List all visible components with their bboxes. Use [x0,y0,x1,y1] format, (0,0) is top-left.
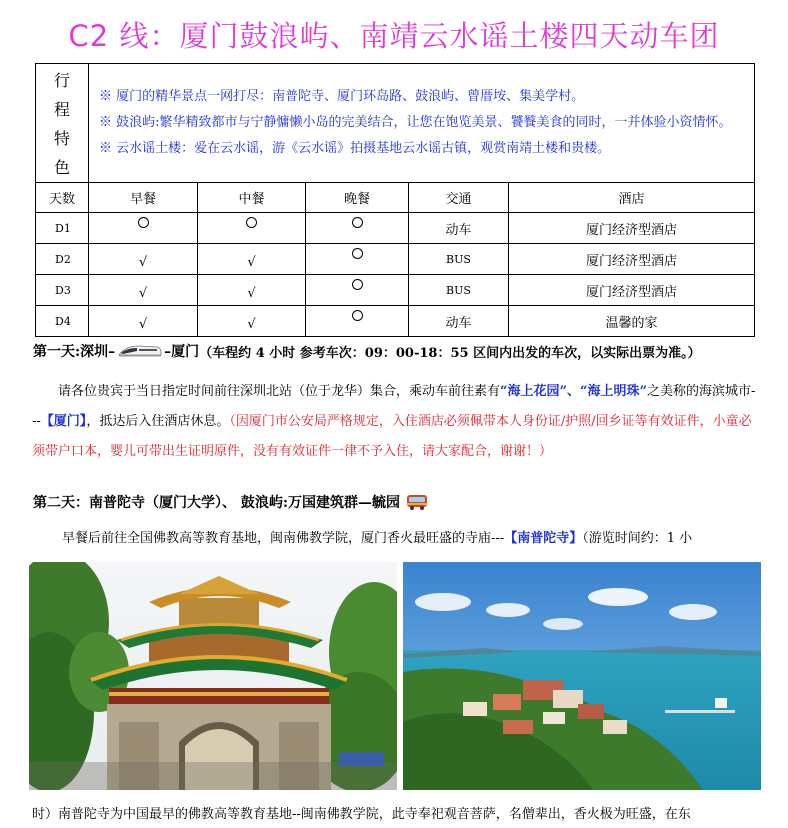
meal-cell [306,275,409,306]
included-mark: √ [138,316,148,332]
transport-cell: 动车 [409,213,509,244]
table-row [36,213,755,244]
features-text [89,64,755,183]
not-included-mark [138,217,149,228]
features-row [36,64,755,183]
included-mark: √ [247,285,256,301]
day2-paragraph: 早餐后前往全国佛教高等教育基地，闽南佛教学院，厦门香火最旺盛的寺庙---【南普陀寺】（游览时间约：1 小 [62,531,693,546]
day2-paragraph-continued: 时）南普陀寺为中国最早的佛教高等教育基地--闽南佛教学院，此寺奉祀观音菩萨，名僧辈出，香火极为旺盛，在东 [32,807,691,822]
table-row [36,275,755,306]
transport-cell: 动车 [409,306,509,337]
transport-cell: BUS [409,244,509,275]
meal-cell [89,306,198,337]
meal-cell [198,244,306,275]
meal-cell [306,306,409,337]
hotel-cell: 厦门经济型酒店 [509,213,755,244]
day1-heading-note: （车程约 4 小时 参考车次：09：00-18：55 区间内出发的车次，以实际出票为准。） [199,345,701,361]
included-mark: √ [138,285,148,301]
page-title: C2 线：厦门鼓浪屿、南靖云水谣土楼四天动车团 [68,19,720,53]
transport-cell: BUS [409,275,509,306]
hotel-cell: 厦门经济型酒店 [509,244,755,275]
header-hotel: 酒店 [509,183,755,213]
bus-icon [406,493,428,511]
day-cell: D4 [36,306,89,337]
day2-heading: 第二天：南普陀寺（厦门大学）、 鼓浪屿:万国建筑群—毓园 [33,492,428,512]
included-mark: √ [138,254,148,270]
feature-line: ※ 鼓浪屿:繁华精致都市与宁静慵懒小岛的完美结合，让您在饱览美景、饕餮美食的同时，一并体验小资情怀。 [99,115,732,130]
not-included-mark [352,217,363,228]
not-included-mark [246,217,257,228]
table-row [36,244,755,275]
meal-cell [89,213,198,244]
itinerary-table [35,63,755,337]
day-cell: D3 [36,275,89,306]
day1-heading [33,341,701,361]
gulangyu-island-photo [403,562,761,790]
not-included-mark [352,248,363,259]
table-row [36,306,755,337]
day1-paragraph: 请各位贵宾于当日指定时间前往深圳北站（位于龙华）集合，乘动车前往素有“海上花园”、“海上明珠”之美称的海滨城市---【厦门】，抵达后入住酒店休息。（因厦门市公安局严格规定，入住酒店必须佩带本人身份证/护照/回乡证等有效证件，小童必须带户口本，婴儿可带出生证明原件，没有有效证件一律不予入住，请大家配合，谢谢！） [32,384,756,459]
header-dinner: 晚餐 [306,183,409,213]
day1-heading-start: 第一天:深圳– [33,344,116,360]
day-cell: D2 [36,244,89,275]
table-header-row [36,183,755,213]
train-icon [117,342,162,360]
meal-cell [306,213,409,244]
id-notice: （因厦门市公安局严格规定，入住酒店必须佩带本人身份证/护照/回乡证等有效证件，小童必须带户口本，婴儿可带出生证明原件，没有有效证件一律不予入住，请大家配合，谢谢！） [32,414,752,459]
header-lunch: 中餐 [198,183,306,213]
header-breakfast: 早餐 [89,183,198,213]
meal-cell [89,275,198,306]
not-included-mark [352,279,363,290]
hotel-cell: 温馨的家 [509,306,755,337]
nanputuo-temple-photo [29,562,397,790]
included-mark: √ [247,316,256,332]
meal-cell [198,275,306,306]
day1-heading-end: –厦门 [164,344,200,360]
hotel-cell: 厦门经济型酒店 [509,275,755,306]
day-cell: D1 [36,213,89,244]
meal-cell [198,213,306,244]
meal-cell [89,244,198,275]
feature-line: ※ 云水谣土楼：爱在云水谣，游《云水谣》拍摄基地云水谣古镇，观赏南靖土楼和贵楼。 [99,141,611,156]
meal-cell [306,244,409,275]
header-transport: 交通 [409,183,509,213]
included-mark: √ [247,254,256,270]
not-included-mark [352,310,363,321]
feature-line: ※ 厦门的精华景点一网打尽：南普陀寺、厦门环岛路、鼓浪屿、曾厝垵、集美学村。 [99,89,585,104]
meal-cell [198,306,306,337]
features-label: 行 程 特 色 [36,64,89,183]
header-day: 天数 [36,183,89,213]
